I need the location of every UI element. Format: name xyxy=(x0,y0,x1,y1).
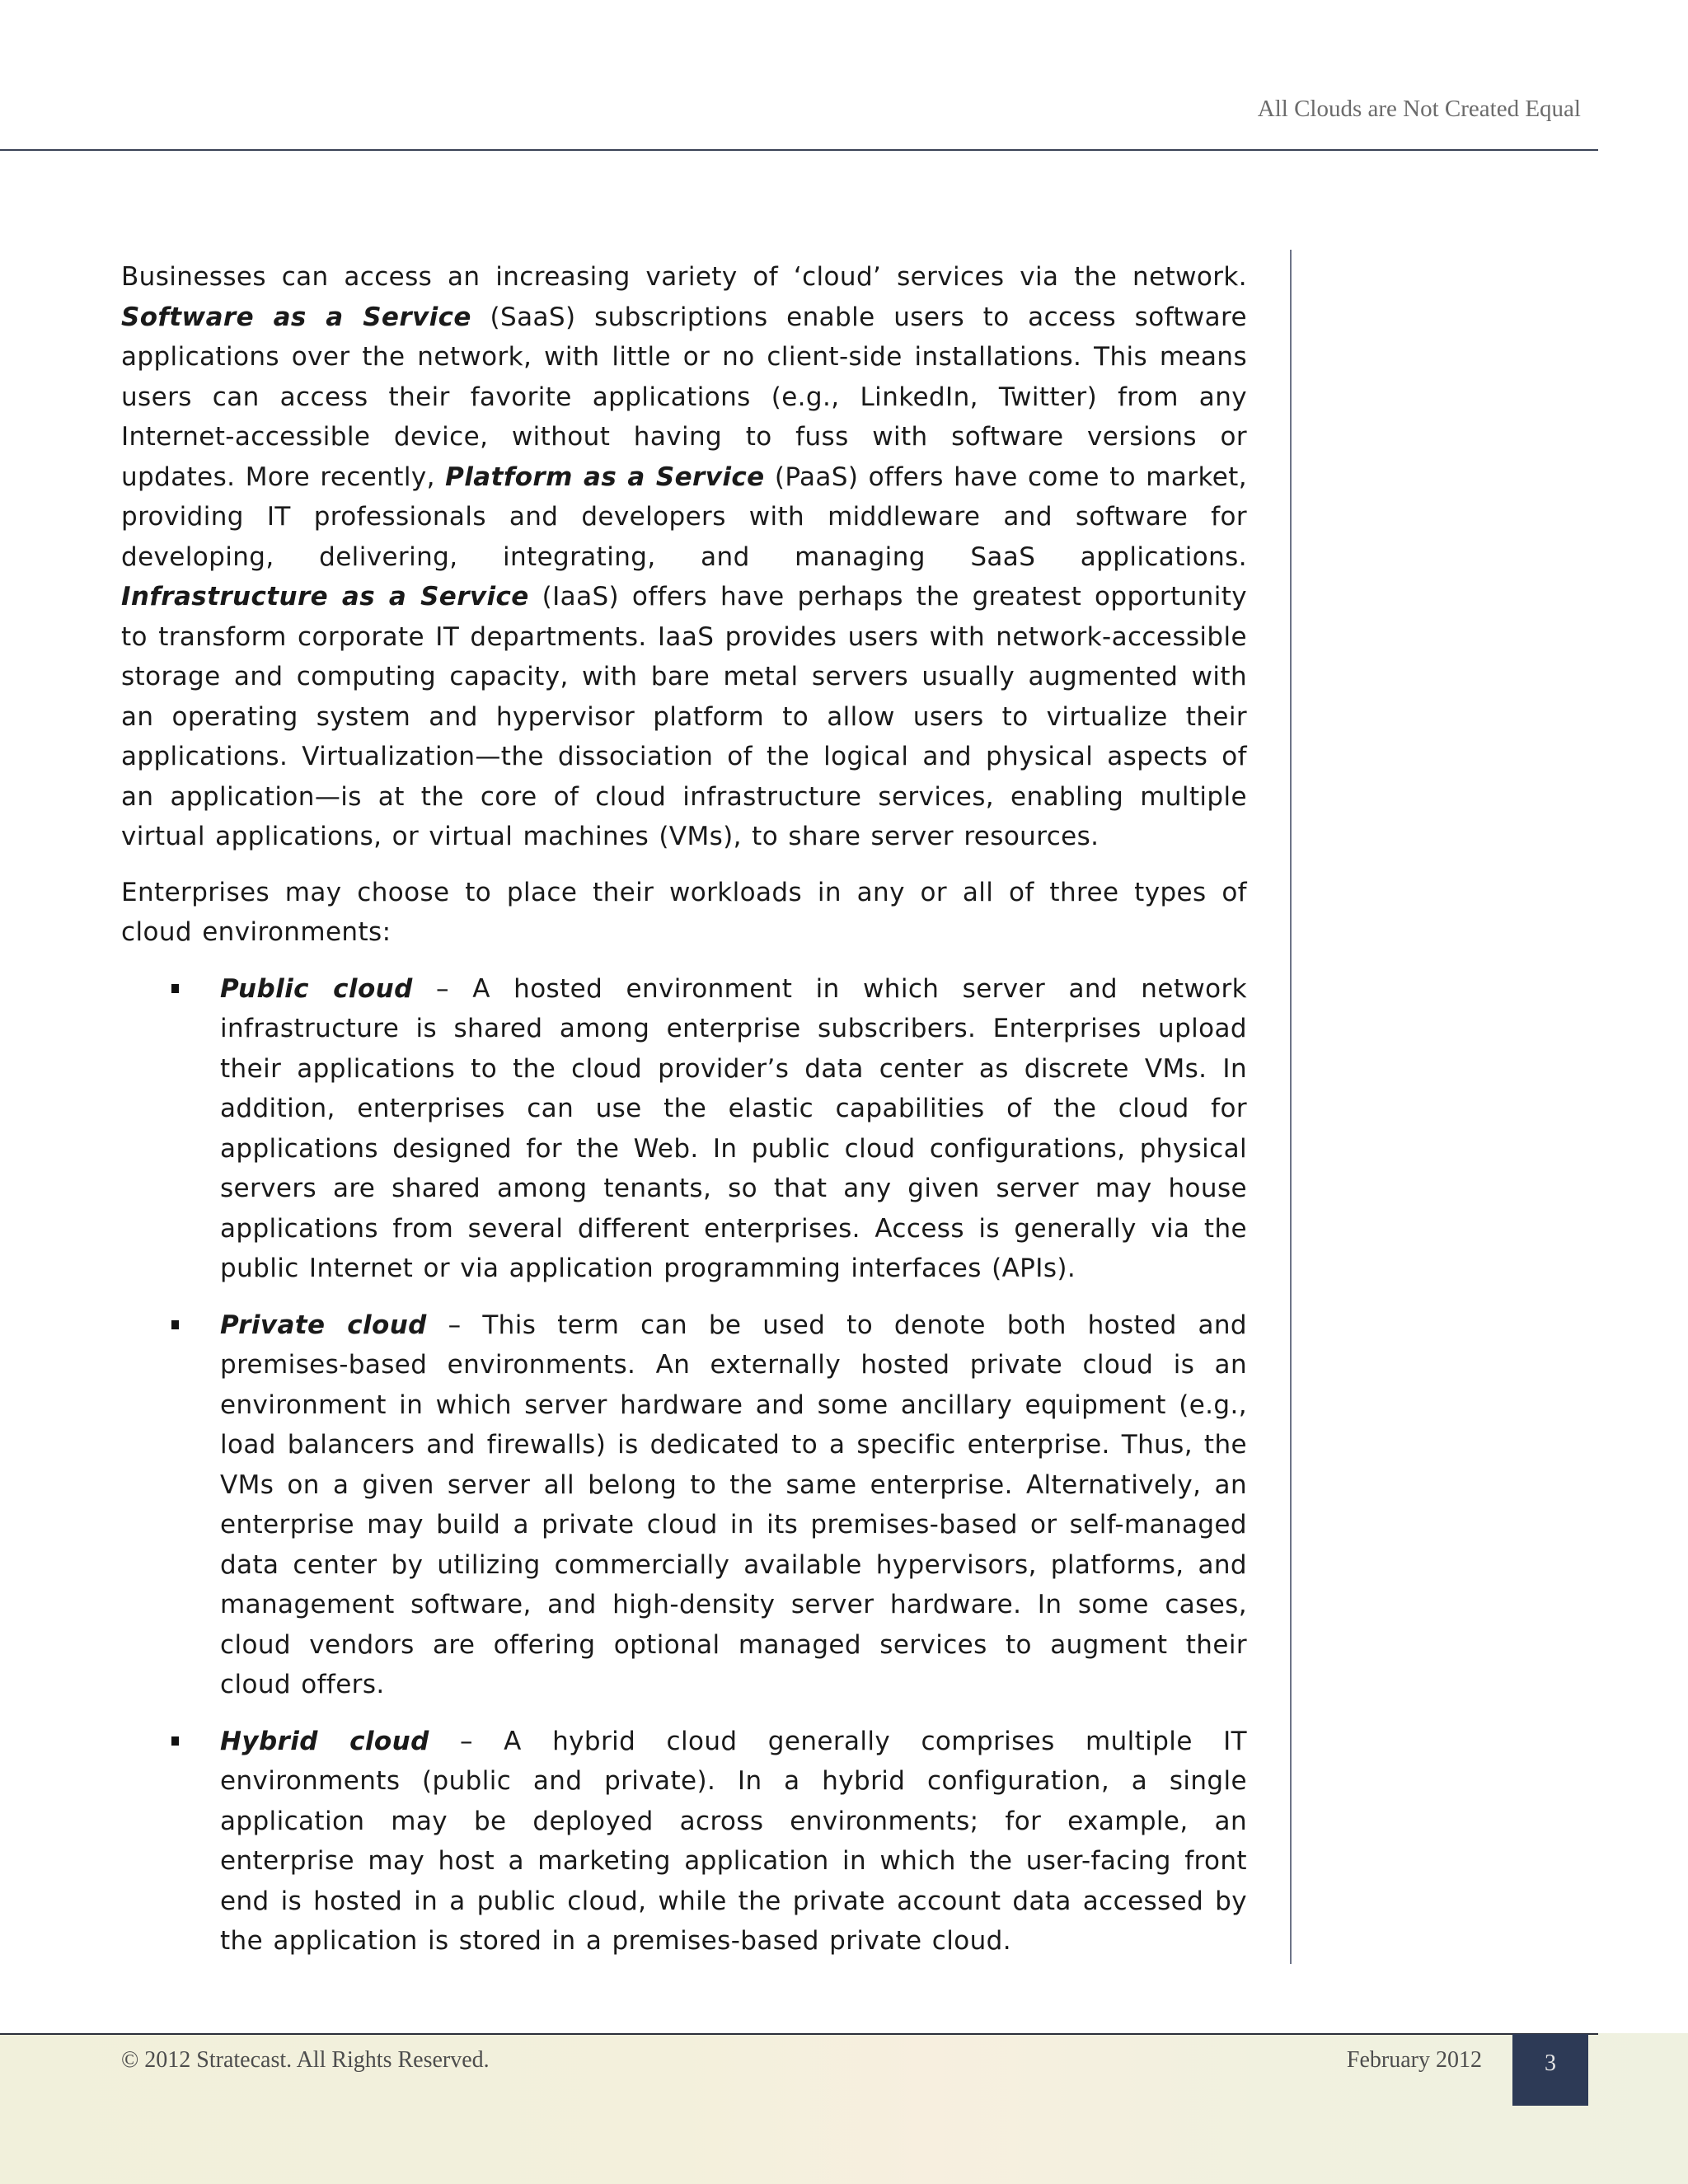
page-number: 3 xyxy=(1512,2034,1588,2106)
intro-text-4: (IaaS) offers have perhaps the greatest opportunity to transform corporate IT departments. IaaS provides users with network-accessible storage and computing capacity, with bare metal servers usually augmented with an operating system and hypervisor platform to allow users to virtualize their applications. Virtualization—the dissociation of the logical and physical aspects of an application—is at the core of cloud infrastructure services, enabling multiple virtual applications, or virtual machines (VMs), to share server resources. xyxy=(121,582,1248,851)
list-item-term: Private cloud xyxy=(220,1310,427,1340)
term-iaas: Infrastructure as a Service xyxy=(121,582,529,612)
square-bullet-icon xyxy=(171,984,179,993)
list-item-term: Hybrid cloud xyxy=(220,1726,429,1756)
publication-date: February 2012 xyxy=(1346,2047,1482,2073)
page-footer xyxy=(0,2033,1688,2184)
copyright-notice: © 2012 Stratecast. All Rights Reserved. xyxy=(121,2047,490,2073)
list-item-text: – A hybrid cloud generally comprises multiple IT environments (public and private). In a hybrid configuration, a single application may be deployed across environments; for example, an enterprise may host a marketing application in which the user-facing front end is hosted in a public cloud, while the private account data accessed by the application is stored in a premises-based private cloud. xyxy=(220,1726,1247,1956)
intro-text-2: (SaaS) subscriptions enable users to access software applications over the network, with little or no client-side installations. This means users can access their favorite applications (e.g., LinkedIn, Twitter) from any Internet-accessible device, without having to fuss with software versions or updates. More recently, xyxy=(121,302,1247,492)
list-item-term: Public cloud xyxy=(220,973,413,1004)
margin-divider xyxy=(1290,250,1292,1964)
header-divider xyxy=(0,149,1598,151)
square-bullet-icon xyxy=(171,1736,179,1746)
square-bullet-icon xyxy=(171,1320,179,1329)
main-content xyxy=(121,257,1247,1978)
list-item-text: – This term can be used to denote both hosted and premises-based environments. An externally hosted private cloud is an environment in which server hardware and some ancillary equipment (e.g., load balancers and firewalls) is dedicated to a specific enterprise. Thus, the VMs on a given server all belong to the same enterprise. Alternatively, an enterprise may build a private cloud in its premises-based or self-managed data center by utilizing commercially available hypervisors, platforms, and management software, and high-density server hardware. In some cases, cloud vendors are offering optional managed services to augment their cloud offers. xyxy=(220,1310,1247,1699)
cloud-types-list xyxy=(121,969,1247,1961)
term-paas: Platform as a Service xyxy=(445,462,765,492)
term-saas: Software as a Service xyxy=(121,302,471,332)
list-item-hybrid-cloud xyxy=(121,1722,1247,1961)
intro-text-1: Businesses can access an increasing variety of ‘cloud’ services via the network. xyxy=(121,262,1247,292)
list-item-text: – A hosted environment in which server and network infrastructure is shared among enterprise subscribers. Enterprises upload their applications to the cloud provider’s data center as discrete VMs. In addition, enterprises can use the elastic capabilities of the cloud for applications designed for the Web. In public cloud configurations, physical servers are shared among tenants, so that any given server may house applications from several different enterprises. Access is generally via the public Internet or via application programming interfaces (APIs). xyxy=(220,973,1247,1283)
intro-text-3: (PaaS) offers have come to market, providing IT professionals and developers with middleware and software for developing, delivering, integrating, and managing SaaS applications. xyxy=(121,462,1247,572)
footer-divider xyxy=(0,2033,1598,2035)
list-item-public-cloud xyxy=(121,969,1247,1289)
environments-paragraph: Enterprises may choose to place their workloads in any or all of three types of cloud environments: xyxy=(121,877,1247,947)
intro-paragraph xyxy=(121,257,1247,857)
running-header-title: All Clouds are Not Created Equal xyxy=(1257,96,1581,122)
list-item-private-cloud xyxy=(121,1305,1247,1705)
